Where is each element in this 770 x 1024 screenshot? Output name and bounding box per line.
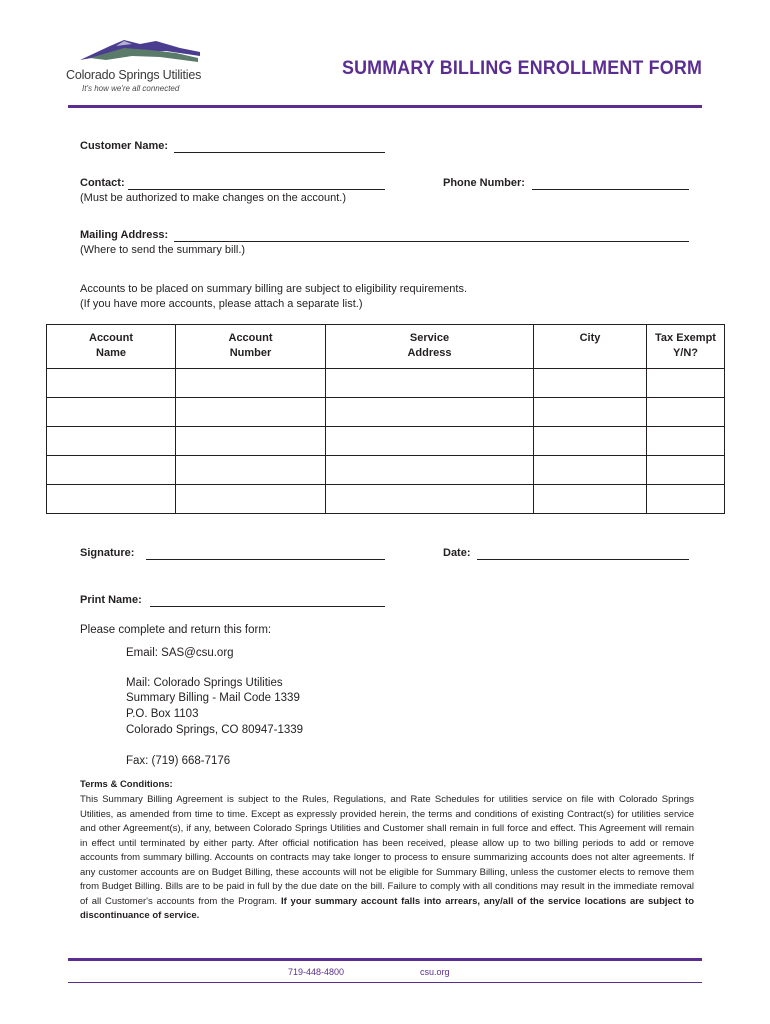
table-cell[interactable]	[326, 369, 534, 398]
customer-name-field[interactable]	[174, 152, 385, 153]
table-cell[interactable]	[47, 456, 176, 485]
return-mail-line-3: P.O. Box 1103	[126, 708, 199, 720]
table-cell[interactable]	[176, 369, 326, 398]
terms-warning: If your summary account falls into arrears, any/all of the service locations are subject to discontinuance of service.	[80, 895, 695, 921]
logo-tagline: It's how we're all connected	[82, 84, 180, 93]
logo-company-name: Colorado Springs Utilities	[66, 68, 202, 82]
print-name-field[interactable]	[150, 606, 385, 607]
table-row	[47, 369, 725, 398]
column-header-city: City	[534, 325, 647, 369]
phone-number-label: Phone Number:	[443, 177, 525, 189]
table-cell[interactable]	[176, 456, 326, 485]
return-mail-line-4: Colorado Springs, CO 80947-1339	[126, 724, 304, 736]
table-cell[interactable]	[326, 456, 534, 485]
phone-number-field[interactable]	[532, 189, 689, 190]
contact-label: Contact:	[80, 177, 125, 189]
eligibility-note: Accounts to be placed on summary billing are subject to eligibility requirements.	[80, 283, 468, 295]
table-row	[47, 485, 725, 514]
attach-list-note: (If you have more accounts, please attach a separate list.)	[80, 298, 363, 310]
table-row	[47, 398, 725, 427]
form-title: SUMMARY BILLING ENROLLMENT FORM	[341, 58, 702, 79]
column-header-tax-exempt: Tax Exempt Y/N?	[647, 325, 725, 369]
table-cell[interactable]	[534, 456, 647, 485]
company-logo	[66, 38, 216, 96]
footer-phone: 719-448-4800	[288, 967, 345, 977]
footer-divider	[68, 958, 702, 961]
mailing-address-label: Mailing Address:	[80, 229, 169, 241]
print-name-label: Print Name:	[80, 594, 142, 606]
footer-website: csu.org	[420, 967, 450, 977]
mailing-address-field[interactable]	[174, 241, 689, 242]
table-header-row	[47, 325, 725, 369]
table-cell[interactable]	[647, 369, 725, 398]
column-header-service-address: Service Address	[326, 325, 534, 369]
signature-label: Signature:	[80, 547, 135, 559]
table-cell[interactable]	[47, 369, 176, 398]
accounts-table	[46, 324, 725, 514]
table-cell[interactable]	[47, 427, 176, 456]
table-cell[interactable]	[647, 456, 725, 485]
terms-body	[80, 793, 694, 924]
table-cell[interactable]	[534, 398, 647, 427]
mountain-logo-icon	[80, 38, 200, 68]
mailing-address-note: (Where to send the summary bill.)	[80, 244, 246, 256]
table-cell[interactable]	[176, 427, 326, 456]
table-cell[interactable]	[534, 369, 647, 398]
table-cell[interactable]	[176, 398, 326, 427]
column-header-account-number: Account Number	[176, 325, 326, 369]
column-header-account-name: Account Name	[47, 325, 176, 369]
table-cell[interactable]	[647, 398, 725, 427]
table-cell[interactable]	[326, 485, 534, 514]
table-cell[interactable]	[326, 398, 534, 427]
return-instructions-heading: Please complete and return this form:	[80, 624, 272, 636]
terms-text: This Summary Billing Agreement is subject to the Rules, Regulations, and Rate Schedules for utilities service on file with Colorado Springs Utilities, as amended from time to time. Except as expressly provided herein, the terms and conditions of existing Contract(s) for utilities service and other Agreement(s), if any, between Colorado Springs Utilities and Customer shall remain in full force and effect. This Agreement will remain in effect until terminated by either party. After official notification has been received, please allow up to two billing periods to add or remove accounts from summary billing. Accounts on contracts may take longer to process to ensure summarizing accounts does not alter agreements. If any customer accounts are on Budget Billing, these accounts will not be eligible for Summary Billing, unless the customer elects to remove them from Budget Billing. Bills are to be paid in full by the due date on the bill. Failure to comply with all conditions may result in the immediate removal of all Customer's accounts from the Program.	[80, 794, 694, 907]
footer-bottom-line	[68, 982, 702, 983]
table-cell[interactable]	[534, 485, 647, 514]
table-cell[interactable]	[534, 427, 647, 456]
table-cell[interactable]	[47, 398, 176, 427]
return-email: Email: SAS@csu.org	[126, 647, 234, 659]
return-fax: Fax: (719) 668-7176	[126, 755, 231, 767]
return-mail-line-2: Summary Billing - Mail Code 1339	[126, 692, 300, 704]
table-cell[interactable]	[647, 427, 725, 456]
header-divider	[68, 105, 702, 108]
table-cell[interactable]	[326, 427, 534, 456]
customer-name-label: Customer Name:	[80, 140, 169, 152]
contact-field[interactable]	[128, 189, 385, 190]
table-cell[interactable]	[47, 485, 176, 514]
table-cell[interactable]	[647, 485, 725, 514]
return-mail-line-1: Mail: Colorado Springs Utilities	[126, 677, 283, 689]
date-field[interactable]	[477, 559, 689, 560]
signature-field[interactable]	[146, 559, 385, 560]
terms-heading: Terms & Conditions:	[80, 779, 173, 790]
table-cell[interactable]	[176, 485, 326, 514]
date-label: Date:	[443, 547, 471, 559]
table-row	[47, 427, 725, 456]
table-row	[47, 456, 725, 485]
contact-note: (Must be authorized to make changes on the account.)	[80, 192, 346, 204]
